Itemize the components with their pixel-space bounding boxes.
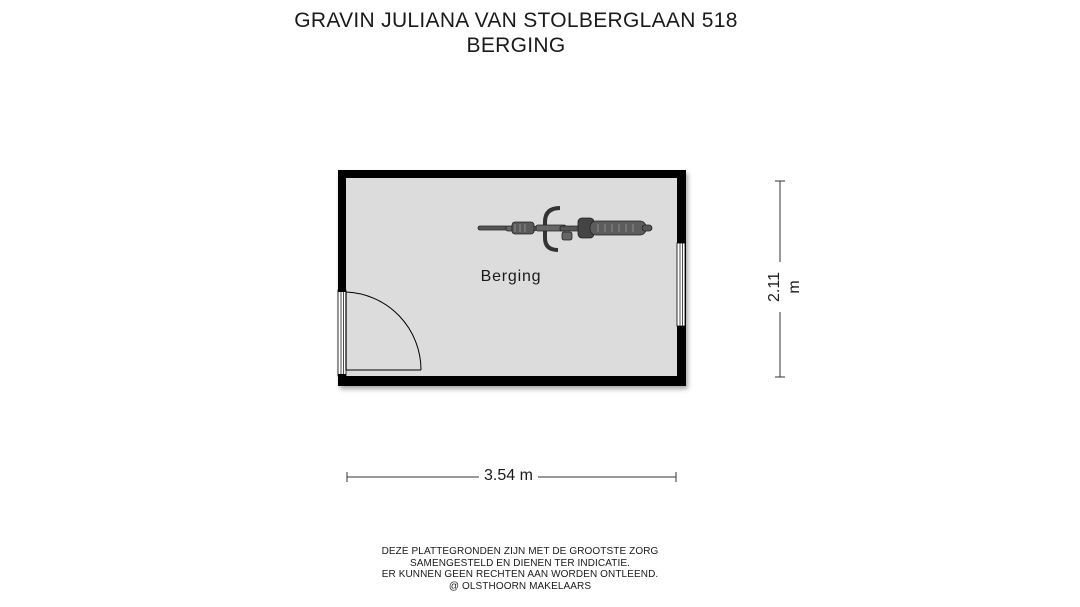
plan-title-address: GRAVIN JULIANA VAN STOLBERGLAAN 518 (294, 9, 738, 32)
room-label: Berging (480, 268, 542, 285)
window-right (677, 243, 685, 326)
disclaimer-line: DEZE PLATTEGRONDEN ZIJN MET DE GROOTSTE ZORG (381, 546, 659, 557)
disclaimer-line: @ OLSTHOORN MAKELAARS (448, 580, 592, 592)
plan-title-room: BERGING (466, 34, 566, 57)
width-dimension-label: 3.54 m (479, 466, 538, 486)
disclaimer-line: SAMENGESTELD EN DIENEN TER INDICATIE. (409, 557, 631, 569)
height-dimension-label: 2.11 m (765, 262, 805, 312)
disclaimer (300, 546, 740, 592)
disclaimer-line: ER KUNNEN GEEN RECHTEN AAN WORDEN ONTLEEND. (381, 569, 659, 580)
